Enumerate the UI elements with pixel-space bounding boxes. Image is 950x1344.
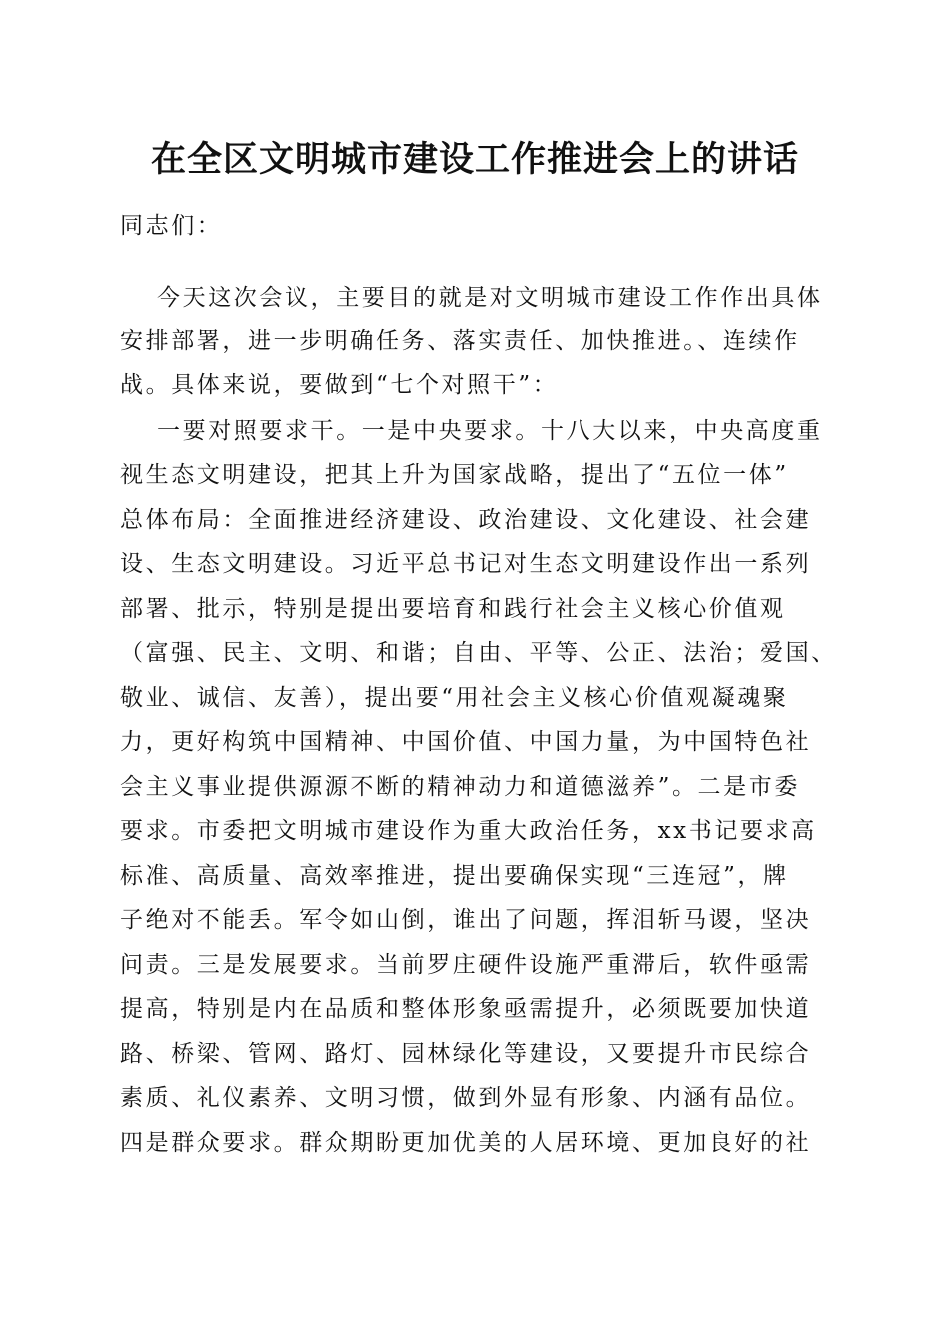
paragraph-line: 部署、批示，特别是提出要培育和践行社会主义核心价值观: [120, 596, 786, 622]
salutation: 同志们：: [120, 213, 223, 239]
paragraph-line: 问责。三是发展要求。当前罗庄硬件设施严重滞后，软件亟需: [120, 952, 812, 978]
paragraph-line: 今天这次会议，主要目的就是对文明城市建设工作作出具体: [157, 285, 823, 311]
paragraph-line: 子绝对不能丢。军令如山倒，谁出了问题，挥泪斩马谡，坚决: [120, 907, 812, 933]
paragraph-line: 设、生态文明建设。习近平总书记对生态文明建设作出一系列: [120, 551, 812, 577]
paragraph-line: 总体布局：全面推进经济建设、政治建设、文化建设、社会建: [120, 507, 812, 533]
paragraph-line: 四是群众要求。群众期盼更加优美的人居环境、更加良好的社: [120, 1130, 812, 1156]
paragraph-line: 视生态文明建设，把其上升为国家战略，提出了“五位一体”: [120, 462, 789, 488]
paragraph-line: 力，更好构筑中国精神、中国价值、中国力量，为中国特色社: [120, 729, 812, 755]
paragraph-line: 提高，特别是内在品质和整体形象亟需提升，必须既要加快道: [120, 996, 812, 1022]
paragraph-line: 要求。市委把文明城市建设作为重大政治任务，xx书记要求高: [120, 818, 817, 844]
paragraph-line: 安排部署，进一步明确任务、落实责任、加快推进。、连续作: [120, 328, 800, 354]
paragraph-line: 战。具体来说，要做到“七个对照干”：: [120, 372, 559, 398]
paragraph-line: 敬业、诚信、友善），提出要“用社会主义核心价值观凝魂聚: [120, 685, 789, 711]
paragraph-line: （富强、民主、文明、和谐；自由、平等、公正、法治；爱国、: [120, 640, 837, 666]
paragraph-line: 一要对照要求干。一是中央要求。十八大以来，中央高度重: [157, 418, 823, 444]
paragraph-line: 素质、礼仪素养、文明习惯，做到外显有形象、内涵有品位。: [120, 1085, 812, 1111]
paragraph-line: 路、桥梁、管网、路灯、园林绿化等建设，又要提升市民综合: [120, 1041, 812, 1067]
paragraph-line: 会主义事业提供源源不断的精神动力和道德滋养”。二是市委: [120, 774, 800, 800]
document-title: 在全区文明城市建设工作推进会上的讲话: [150, 139, 799, 180]
paragraph-line: 标准、高质量、高效率推进，提出要确保实现“三连冠”，牌: [120, 863, 789, 889]
